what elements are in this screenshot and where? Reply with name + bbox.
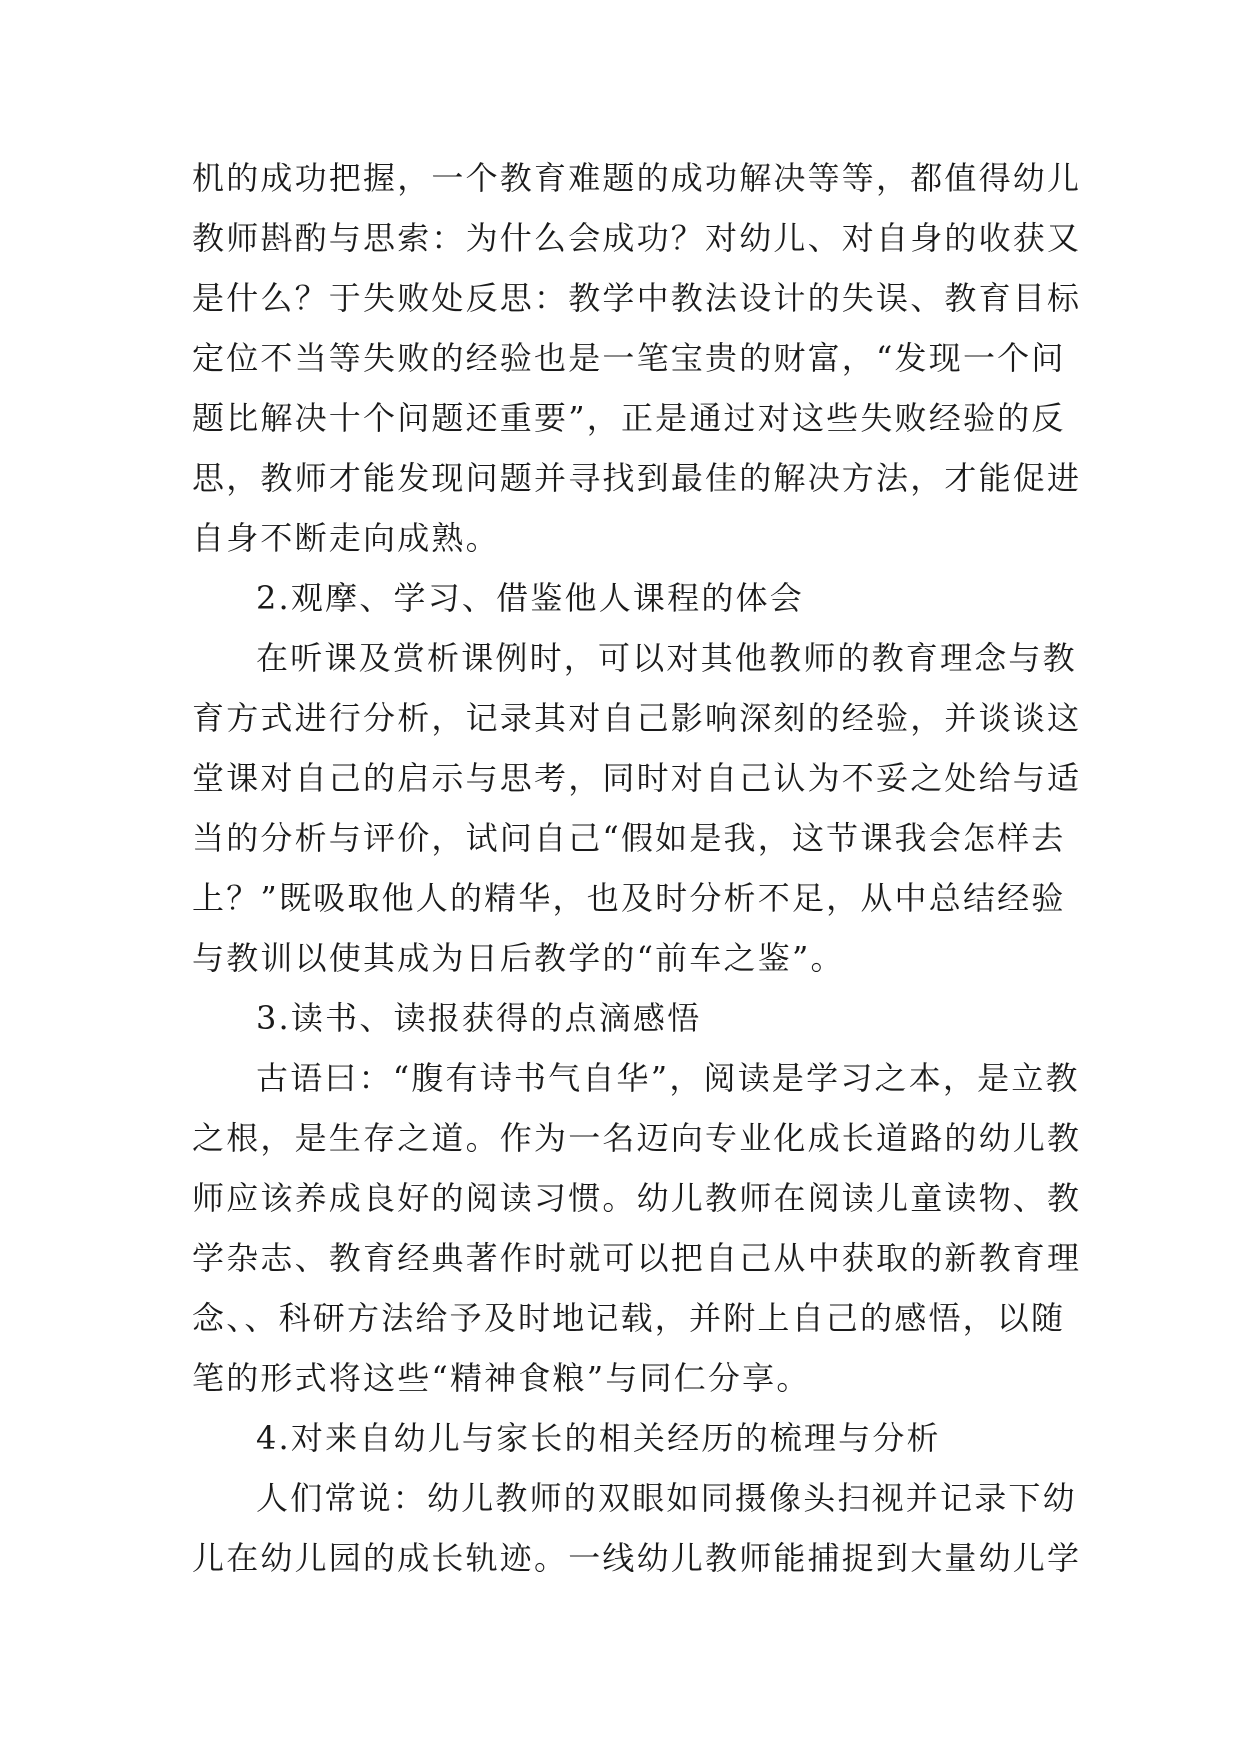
body-line: 儿在幼儿园的成长轨迹。一线幼儿教师能捕捉到大量幼儿学	[192, 1539, 1082, 1577]
body-line: 教师斟酌与思索：为什么会成功？对幼儿、对自身的收获又	[192, 219, 1082, 257]
body-line: 自身不断走向成熟。	[192, 519, 500, 557]
section-heading-4: 4.对来自幼儿与家长的相关经历的梳理与分析	[256, 1419, 941, 1457]
section-heading-2: 2.观摩、学习、借鉴他人课程的体会	[256, 579, 804, 617]
body-line: 人们常说：幼儿教师的双眼如同摄像头扫视并记录下幼	[256, 1479, 1077, 1517]
body-line: 古语曰：“腹有诗书气自华”，阅读是学习之本，是立教	[256, 1059, 1080, 1097]
body-line: 之根，是生存之道。作为一名迈向专业化成长道路的幼儿教	[192, 1119, 1082, 1157]
body-line: 学杂志、教育经典著作时就可以把自己从中获取的新教育理	[192, 1239, 1082, 1277]
body-line: 笔的形式将这些“精神食粮”与同仁分享。	[192, 1359, 811, 1397]
body-line: 是什么？于失败处反思：教学中教法设计的失误、教育目标	[192, 279, 1082, 317]
body-line: 育方式进行分析，记录其对自己影响深刻的经验，并谈谈这	[192, 699, 1082, 737]
body-line: 与教训以使其成为日后教学的“前车之鉴”。	[192, 939, 845, 977]
body-line: 定位不当等失败的经验也是一笔宝贵的财富，“发现一个问	[192, 339, 1066, 377]
body-line: 念、、科研方法给予及时地记载，并附上自己的感悟，以随	[192, 1299, 1066, 1337]
body-line: 堂课对自己的启示与思考，同时对自己认为不妥之处给与适	[192, 759, 1082, 797]
body-line: 师应该养成良好的阅读习惯。幼儿教师在阅读儿童读物、教	[192, 1179, 1082, 1217]
body-line: 题比解决十个问题还重要”，正是通过对这些失败经验的反	[192, 399, 1066, 437]
body-line: 思，教师才能发现问题并寻找到最佳的解决方法，才能促进	[192, 459, 1082, 497]
body-line: 上？”既吸取他人的精华，也及时分析不足，从中总结经验	[192, 879, 1066, 917]
body-line: 机的成功把握，一个教育难题的成功解决等等，都值得幼儿	[192, 159, 1082, 197]
body-line: 在听课及赏析课例时，可以对其他教师的教育理念与教	[256, 639, 1077, 677]
body-line: 当的分析与评价，试问自己“假如是我，这节课我会怎样去	[192, 819, 1066, 857]
section-heading-3: 3.读书、读报获得的点滴感悟	[256, 999, 702, 1037]
